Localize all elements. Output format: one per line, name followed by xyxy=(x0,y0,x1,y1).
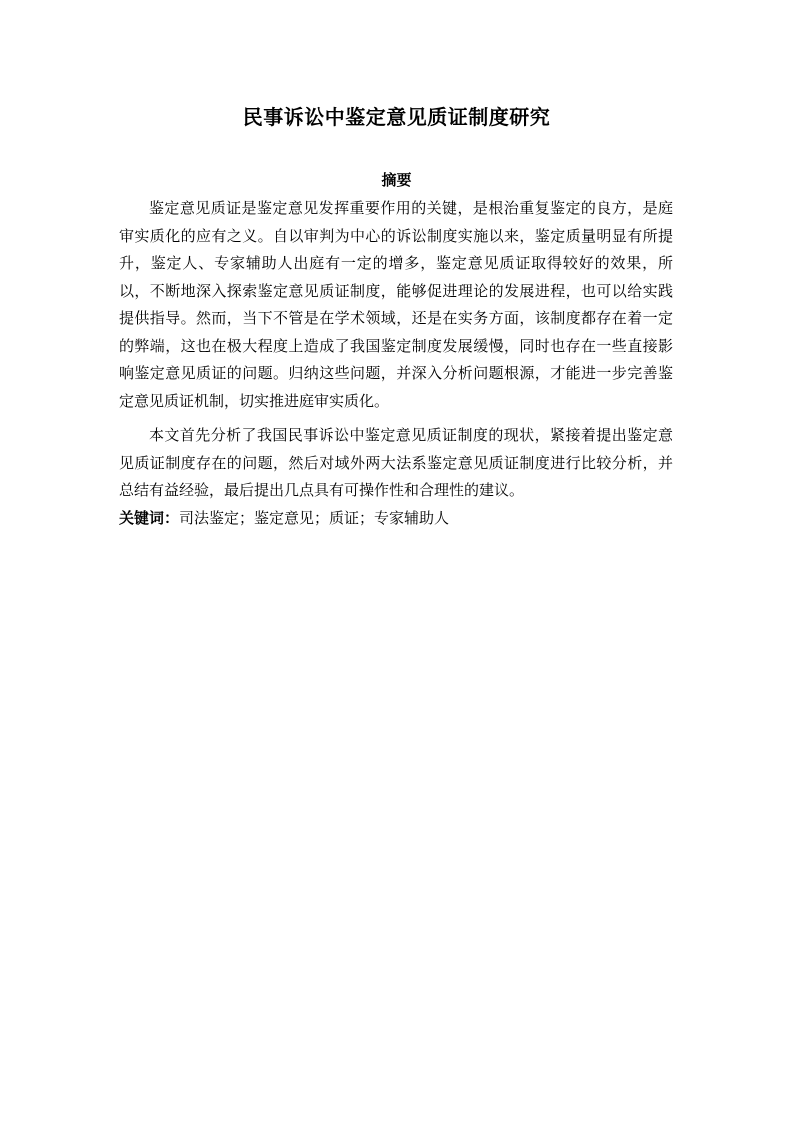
keywords-label: 关键词： xyxy=(119,509,180,527)
keywords-text: 司法鉴定；鉴定意见；质证；专家辅助人 xyxy=(179,509,450,527)
abstract-paragraph-2: 本文首先分析了我国民事诉讼中鉴定意见质证制度的现状，紧接着提出鉴定意见质证制度存在的问题，然后对域外两大法系鉴定意见质证制度进行比较分析，并总结有益经验，最后提出几点具有可操作性和合理性的建议。 xyxy=(119,426,673,499)
document-title: 民事诉讼中鉴定意见质证制度研究 xyxy=(242,105,551,129)
abstract-heading: 摘要 xyxy=(381,171,412,189)
keywords-line xyxy=(119,505,673,533)
abstract-paragraph-1: 鉴定意见质证是鉴定意见发挥重要作用的关键，是根治重复鉴定的良方，是庭审实质化的应有之义。自以审判为中心的诉讼制度实施以来，鉴定质量明显有所提升，鉴定人、专家辅助人出庭有一定的增多，鉴定意见质证取得较好的效果，所以，不断地深入探索鉴定意见质证制度，能够促进理论的发展进程，也可以给实践提供指导。然而，当下不管是在学术领域，还是在实务方面，该制度都存在着一定的弊端，这也在极大程度上造成了我国鉴定制度发展缓慢，同时也存在一些直接影响鉴定意见质证的问题。归纳这些问题，并深入分析问题根源，才能进一步完善鉴定意见质证机制，切实推进庭审实质化。 xyxy=(119,199,673,410)
